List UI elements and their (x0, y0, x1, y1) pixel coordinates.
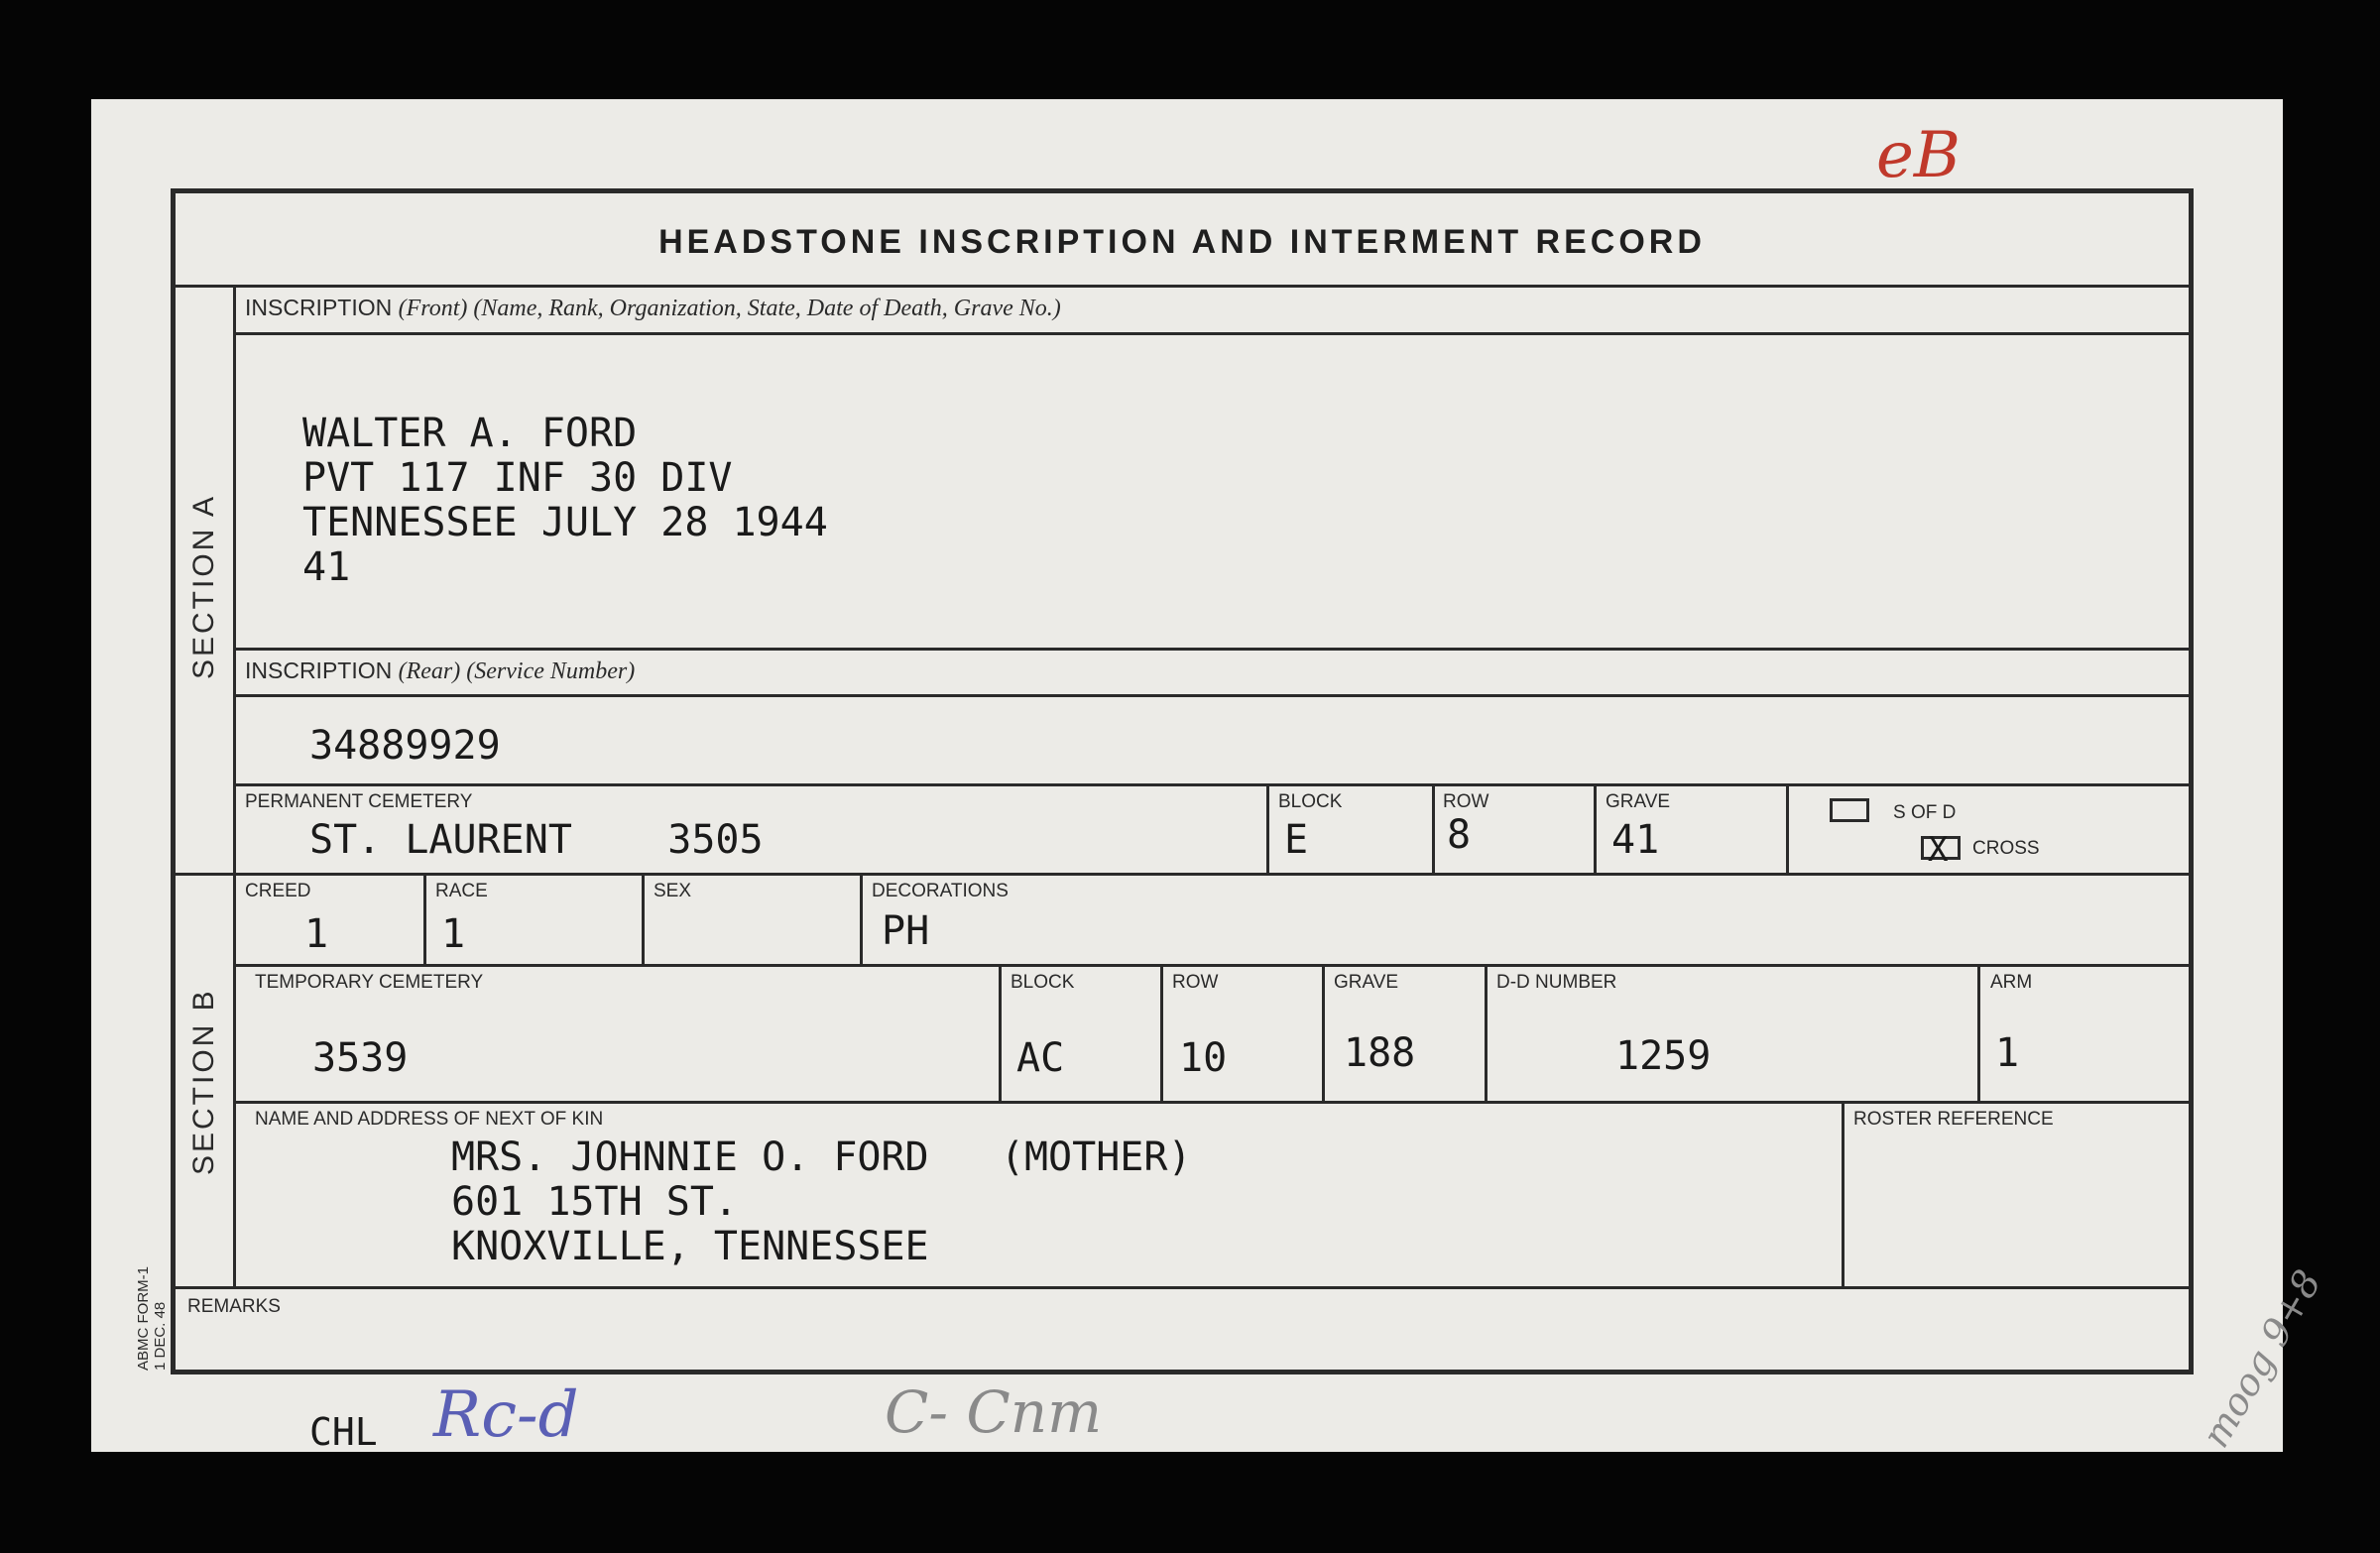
permanent-grave-value: 41 (1611, 817, 1660, 863)
inscription-line: WALTER A. FORD (302, 411, 638, 456)
cross-check-mark: X (1928, 830, 1949, 870)
inscription-front-label: INSCRIPTION (Front) (Name, Rank, Organization, State, Date of Death, Grave No.) (245, 295, 1061, 321)
permanent-grave-label: GRAVE (1606, 791, 1671, 812)
decorations-label: DECORATIONS (872, 881, 1009, 901)
temporary-cemetery-label: TEMPORARY CEMETERY (255, 972, 484, 993)
s-of-d-label: S OF D (1893, 802, 1957, 823)
permanent-cemetery-value: ST. LAURENT 3505 (309, 817, 764, 863)
inscription-line: TENNESSEE JULY 28 1944 (302, 500, 828, 545)
temporary-block-label: BLOCK (1011, 972, 1075, 993)
inscription-line: PVT 117 INF 30 DIV (302, 455, 733, 501)
remarks-label: REMARKS (187, 1296, 281, 1317)
section-a-label: SECTION A (187, 493, 220, 679)
race-label: RACE (435, 881, 488, 901)
blue-handwritten-mark: Rc-d (433, 1378, 579, 1452)
pencil-handwritten-mark: C- Cnm (885, 1378, 1103, 1446)
permanent-row-label: ROW (1443, 791, 1489, 812)
pencil-handwritten-note: moog 9+8 (2194, 1262, 2330, 1455)
next-of-kin-label: NAME AND ADDRESS OF NEXT OF KIN (255, 1109, 604, 1130)
s-of-d-checkbox (1830, 798, 1869, 822)
sex-label: SEX (654, 881, 692, 901)
permanent-cemetery-label: PERMANENT CEMETERY (245, 791, 473, 812)
typed-chl: CHL (309, 1410, 378, 1454)
red-handwritten-mark: eB (1876, 119, 1961, 192)
temporary-cemetery-value: 3539 (312, 1035, 409, 1081)
inscription-line: 41 (302, 544, 351, 590)
temporary-block-value: AC (1016, 1035, 1065, 1081)
creed-label: CREED (245, 881, 311, 901)
next-of-kin-line: 601 15TH ST. (451, 1179, 738, 1225)
temporary-row-label: ROW (1172, 972, 1219, 993)
inscription-rear-label: INSCRIPTION (Rear) (Service Number) (245, 657, 636, 684)
permanent-block-label: BLOCK (1278, 791, 1343, 812)
record-form (171, 188, 2194, 1374)
temporary-grave-label: GRAVE (1334, 972, 1399, 993)
race-value: 1 (441, 911, 466, 957)
form-title: HEADSTONE INSCRIPTION AND INTERMENT RECORD (658, 223, 1706, 261)
temporary-grave-value: 188 (1344, 1030, 1416, 1076)
section-b-label: SECTION B (187, 988, 220, 1175)
arm-label: ARM (1990, 972, 2033, 993)
permanent-block-value: E (1284, 817, 1309, 863)
temporary-row-value: 10 (1179, 1035, 1228, 1081)
cross-label: CROSS (1972, 838, 2040, 859)
inscription-front-text (302, 412, 828, 590)
next-of-kin-line: MRS. JOHNNIE O. FORD (MOTHER) (451, 1135, 1192, 1180)
dd-number-value: 1259 (1615, 1033, 1712, 1079)
permanent-row-value: 8 (1447, 812, 1472, 858)
decorations-value: PH (882, 908, 930, 954)
next-of-kin-line: KNOXVILLE, TENNESSEE (451, 1224, 929, 1269)
service-number: 34889929 (309, 723, 501, 769)
dd-number-label: D-D NUMBER (1496, 972, 1617, 993)
next-of-kin-address (451, 1135, 1192, 1269)
roster-reference-label: ROSTER REFERENCE (1853, 1109, 2054, 1130)
record-card (91, 99, 2330, 1455)
creed-value: 1 (304, 911, 329, 957)
form-number: ABMC FORM-1 1 DEC. 48 (135, 1266, 169, 1371)
arm-value: 1 (1995, 1030, 2020, 1076)
